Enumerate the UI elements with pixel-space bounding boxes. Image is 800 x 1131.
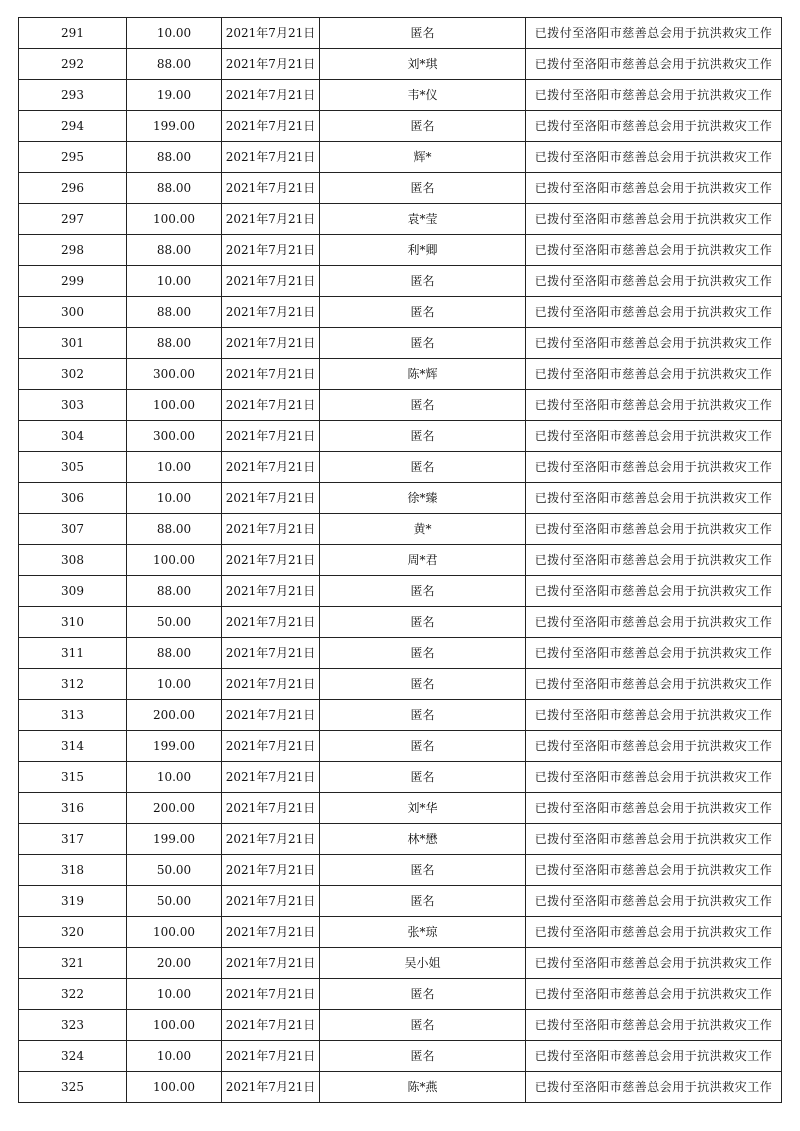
row-number: 321 <box>19 948 127 979</box>
allocation-note: 已拨付至洛阳市慈善总会用于抗洪救灾工作 <box>526 669 782 700</box>
table-row <box>19 359 782 390</box>
donation-amount: 199.00 <box>127 731 222 762</box>
donation-amount: 10.00 <box>127 669 222 700</box>
donation-date: 2021年7月21日 <box>222 390 320 421</box>
allocation-note: 已拨付至洛阳市慈善总会用于抗洪救灾工作 <box>526 80 782 111</box>
donation-amount: 200.00 <box>127 700 222 731</box>
donor-name: 黄* <box>320 514 526 545</box>
donor-name: 匿名 <box>320 421 526 452</box>
donation-date: 2021年7月21日 <box>222 607 320 638</box>
donation-date: 2021年7月21日 <box>222 483 320 514</box>
row-number: 300 <box>19 297 127 328</box>
row-number: 293 <box>19 80 127 111</box>
table-row <box>19 235 782 266</box>
donation-date: 2021年7月21日 <box>222 49 320 80</box>
row-number: 296 <box>19 173 127 204</box>
table-row <box>19 948 782 979</box>
allocation-note: 已拨付至洛阳市慈善总会用于抗洪救灾工作 <box>526 514 782 545</box>
allocation-note: 已拨付至洛阳市慈善总会用于抗洪救灾工作 <box>526 1041 782 1072</box>
donor-name: 袁*莹 <box>320 204 526 235</box>
donor-name: 匿名 <box>320 762 526 793</box>
donor-name: 徐*臻 <box>320 483 526 514</box>
table-row <box>19 545 782 576</box>
allocation-note: 已拨付至洛阳市慈善总会用于抗洪救灾工作 <box>526 855 782 886</box>
allocation-note: 已拨付至洛阳市慈善总会用于抗洪救灾工作 <box>526 452 782 483</box>
donation-date: 2021年7月21日 <box>222 824 320 855</box>
donor-name: 张*琼 <box>320 917 526 948</box>
row-number: 309 <box>19 576 127 607</box>
donation-amount: 50.00 <box>127 607 222 638</box>
donation-amount: 199.00 <box>127 824 222 855</box>
table-row <box>19 421 782 452</box>
allocation-note: 已拨付至洛阳市慈善总会用于抗洪救灾工作 <box>526 638 782 669</box>
donation-amount: 100.00 <box>127 1010 222 1041</box>
table-row <box>19 886 782 917</box>
donor-name: 匿名 <box>320 111 526 142</box>
allocation-note: 已拨付至洛阳市慈善总会用于抗洪救灾工作 <box>526 142 782 173</box>
donation-date: 2021年7月21日 <box>222 297 320 328</box>
table-row <box>19 638 782 669</box>
donation-table <box>18 17 782 1103</box>
donor-name: 刘*华 <box>320 793 526 824</box>
allocation-note: 已拨付至洛阳市慈善总会用于抗洪救灾工作 <box>526 948 782 979</box>
table-row <box>19 514 782 545</box>
row-number: 318 <box>19 855 127 886</box>
table-row <box>19 18 782 49</box>
donation-amount: 10.00 <box>127 18 222 49</box>
donation-date: 2021年7月21日 <box>222 948 320 979</box>
row-number: 307 <box>19 514 127 545</box>
row-number: 298 <box>19 235 127 266</box>
row-number: 291 <box>19 18 127 49</box>
donor-name: 匿名 <box>320 328 526 359</box>
donor-name: 匿名 <box>320 266 526 297</box>
donation-amount: 88.00 <box>127 142 222 173</box>
table-row <box>19 297 782 328</box>
allocation-note: 已拨付至洛阳市慈善总会用于抗洪救灾工作 <box>526 824 782 855</box>
allocation-note: 已拨付至洛阳市慈善总会用于抗洪救灾工作 <box>526 266 782 297</box>
donation-amount: 100.00 <box>127 390 222 421</box>
donation-date: 2021年7月21日 <box>222 1041 320 1072</box>
table-row <box>19 700 782 731</box>
donation-date: 2021年7月21日 <box>222 979 320 1010</box>
allocation-note: 已拨付至洛阳市慈善总会用于抗洪救灾工作 <box>526 576 782 607</box>
allocation-note: 已拨付至洛阳市慈善总会用于抗洪救灾工作 <box>526 979 782 1010</box>
allocation-note: 已拨付至洛阳市慈善总会用于抗洪救灾工作 <box>526 1072 782 1103</box>
donor-name: 辉* <box>320 142 526 173</box>
donation-date: 2021年7月21日 <box>222 452 320 483</box>
row-number: 306 <box>19 483 127 514</box>
donation-date: 2021年7月21日 <box>222 855 320 886</box>
table-row <box>19 1010 782 1041</box>
table-row <box>19 80 782 111</box>
donation-date: 2021年7月21日 <box>222 576 320 607</box>
donation-amount: 50.00 <box>127 855 222 886</box>
donation-ledger-page <box>18 17 781 1103</box>
donation-date: 2021年7月21日 <box>222 266 320 297</box>
table-row <box>19 49 782 80</box>
allocation-note: 已拨付至洛阳市慈善总会用于抗洪救灾工作 <box>526 421 782 452</box>
allocation-note: 已拨付至洛阳市慈善总会用于抗洪救灾工作 <box>526 49 782 80</box>
donation-date: 2021年7月21日 <box>222 359 320 390</box>
table-row <box>19 204 782 235</box>
allocation-note: 已拨付至洛阳市慈善总会用于抗洪救灾工作 <box>526 1010 782 1041</box>
donation-date: 2021年7月21日 <box>222 1072 320 1103</box>
table-row <box>19 452 782 483</box>
allocation-note: 已拨付至洛阳市慈善总会用于抗洪救灾工作 <box>526 700 782 731</box>
donor-name: 匿名 <box>320 638 526 669</box>
row-number: 324 <box>19 1041 127 1072</box>
row-number: 310 <box>19 607 127 638</box>
donor-name: 刘*琪 <box>320 49 526 80</box>
donor-name: 周*君 <box>320 545 526 576</box>
row-number: 312 <box>19 669 127 700</box>
row-number: 316 <box>19 793 127 824</box>
row-number: 295 <box>19 142 127 173</box>
donation-amount: 10.00 <box>127 452 222 483</box>
row-number: 297 <box>19 204 127 235</box>
donation-date: 2021年7月21日 <box>222 235 320 266</box>
table-row <box>19 111 782 142</box>
donor-name: 匿名 <box>320 576 526 607</box>
donor-name: 匿名 <box>320 731 526 762</box>
donation-date: 2021年7月21日 <box>222 18 320 49</box>
allocation-note: 已拨付至洛阳市慈善总会用于抗洪救灾工作 <box>526 235 782 266</box>
table-row <box>19 793 782 824</box>
donor-name: 陈*辉 <box>320 359 526 390</box>
donation-date: 2021年7月21日 <box>222 731 320 762</box>
donation-amount: 10.00 <box>127 979 222 1010</box>
table-row <box>19 1072 782 1103</box>
donation-amount: 88.00 <box>127 235 222 266</box>
donation-amount: 100.00 <box>127 545 222 576</box>
table-row <box>19 1041 782 1072</box>
donor-name: 匿名 <box>320 297 526 328</box>
table-row <box>19 483 782 514</box>
row-number: 304 <box>19 421 127 452</box>
donor-name: 韦*仪 <box>320 80 526 111</box>
donation-date: 2021年7月21日 <box>222 328 320 359</box>
donor-name: 匿名 <box>320 452 526 483</box>
donation-date: 2021年7月21日 <box>222 142 320 173</box>
donor-name: 匿名 <box>320 1010 526 1041</box>
donation-amount: 19.00 <box>127 80 222 111</box>
donor-name: 陈*燕 <box>320 1072 526 1103</box>
row-number: 322 <box>19 979 127 1010</box>
allocation-note: 已拨付至洛阳市慈善总会用于抗洪救灾工作 <box>526 173 782 204</box>
row-number: 315 <box>19 762 127 793</box>
donation-date: 2021年7月21日 <box>222 638 320 669</box>
row-number: 303 <box>19 390 127 421</box>
allocation-note: 已拨付至洛阳市慈善总会用于抗洪救灾工作 <box>526 607 782 638</box>
table-row <box>19 762 782 793</box>
donor-name: 匿名 <box>320 886 526 917</box>
table-row <box>19 917 782 948</box>
allocation-note: 已拨付至洛阳市慈善总会用于抗洪救灾工作 <box>526 390 782 421</box>
allocation-note: 已拨付至洛阳市慈善总会用于抗洪救灾工作 <box>526 18 782 49</box>
donation-amount: 100.00 <box>127 917 222 948</box>
donation-date: 2021年7月21日 <box>222 545 320 576</box>
table-row <box>19 824 782 855</box>
donor-name: 匿名 <box>320 979 526 1010</box>
table-row <box>19 173 782 204</box>
row-number: 308 <box>19 545 127 576</box>
donation-amount: 88.00 <box>127 576 222 607</box>
allocation-note: 已拨付至洛阳市慈善总会用于抗洪救灾工作 <box>526 204 782 235</box>
donation-date: 2021年7月21日 <box>222 793 320 824</box>
row-number: 325 <box>19 1072 127 1103</box>
donation-amount: 50.00 <box>127 886 222 917</box>
allocation-note: 已拨付至洛阳市慈善总会用于抗洪救灾工作 <box>526 762 782 793</box>
donation-amount: 300.00 <box>127 421 222 452</box>
allocation-note: 已拨付至洛阳市慈善总会用于抗洪救灾工作 <box>526 359 782 390</box>
donor-name: 匿名 <box>320 173 526 204</box>
donation-date: 2021年7月21日 <box>222 1010 320 1041</box>
table-row <box>19 142 782 173</box>
row-number: 305 <box>19 452 127 483</box>
table-row <box>19 669 782 700</box>
row-number: 294 <box>19 111 127 142</box>
donor-name: 匿名 <box>320 390 526 421</box>
row-number: 323 <box>19 1010 127 1041</box>
donation-date: 2021年7月21日 <box>222 80 320 111</box>
row-number: 302 <box>19 359 127 390</box>
donation-amount: 10.00 <box>127 483 222 514</box>
allocation-note: 已拨付至洛阳市慈善总会用于抗洪救灾工作 <box>526 111 782 142</box>
donation-amount: 88.00 <box>127 49 222 80</box>
row-number: 299 <box>19 266 127 297</box>
donation-amount: 88.00 <box>127 297 222 328</box>
row-number: 301 <box>19 328 127 359</box>
donation-amount: 300.00 <box>127 359 222 390</box>
table-row <box>19 328 782 359</box>
donation-amount: 10.00 <box>127 762 222 793</box>
allocation-note: 已拨付至洛阳市慈善总会用于抗洪救灾工作 <box>526 545 782 576</box>
donation-date: 2021年7月21日 <box>222 669 320 700</box>
donor-name: 匿名 <box>320 1041 526 1072</box>
donor-name: 匿名 <box>320 700 526 731</box>
allocation-note: 已拨付至洛阳市慈善总会用于抗洪救灾工作 <box>526 483 782 514</box>
allocation-note: 已拨付至洛阳市慈善总会用于抗洪救灾工作 <box>526 917 782 948</box>
donation-date: 2021年7月21日 <box>222 762 320 793</box>
row-number: 319 <box>19 886 127 917</box>
donation-amount: 100.00 <box>127 1072 222 1103</box>
donation-date: 2021年7月21日 <box>222 204 320 235</box>
donation-amount: 20.00 <box>127 948 222 979</box>
donation-amount: 200.00 <box>127 793 222 824</box>
allocation-note: 已拨付至洛阳市慈善总会用于抗洪救灾工作 <box>526 297 782 328</box>
donation-date: 2021年7月21日 <box>222 173 320 204</box>
table-row <box>19 576 782 607</box>
donor-name: 匿名 <box>320 18 526 49</box>
donation-date: 2021年7月21日 <box>222 700 320 731</box>
donation-date: 2021年7月21日 <box>222 917 320 948</box>
donor-name: 匿名 <box>320 855 526 886</box>
donation-date: 2021年7月21日 <box>222 514 320 545</box>
row-number: 311 <box>19 638 127 669</box>
donor-name: 匿名 <box>320 607 526 638</box>
donation-date: 2021年7月21日 <box>222 886 320 917</box>
donation-amount: 88.00 <box>127 638 222 669</box>
table-row <box>19 855 782 886</box>
donation-date: 2021年7月21日 <box>222 421 320 452</box>
row-number: 313 <box>19 700 127 731</box>
donor-name: 吴小姐 <box>320 948 526 979</box>
donation-amount: 88.00 <box>127 514 222 545</box>
donation-amount: 100.00 <box>127 204 222 235</box>
row-number: 292 <box>19 49 127 80</box>
donation-amount: 88.00 <box>127 173 222 204</box>
donation-amount: 199.00 <box>127 111 222 142</box>
row-number: 314 <box>19 731 127 762</box>
table-row <box>19 731 782 762</box>
donor-name: 匿名 <box>320 669 526 700</box>
allocation-note: 已拨付至洛阳市慈善总会用于抗洪救灾工作 <box>526 793 782 824</box>
allocation-note: 已拨付至洛阳市慈善总会用于抗洪救灾工作 <box>526 886 782 917</box>
table-row <box>19 979 782 1010</box>
donation-table-body <box>19 18 782 1103</box>
table-row <box>19 607 782 638</box>
allocation-note: 已拨付至洛阳市慈善总会用于抗洪救灾工作 <box>526 731 782 762</box>
donation-amount: 10.00 <box>127 1041 222 1072</box>
row-number: 320 <box>19 917 127 948</box>
allocation-note: 已拨付至洛阳市慈善总会用于抗洪救灾工作 <box>526 328 782 359</box>
donation-date: 2021年7月21日 <box>222 111 320 142</box>
table-row <box>19 266 782 297</box>
table-row <box>19 390 782 421</box>
row-number: 317 <box>19 824 127 855</box>
donation-amount: 10.00 <box>127 266 222 297</box>
donor-name: 林*懋 <box>320 824 526 855</box>
donation-amount: 88.00 <box>127 328 222 359</box>
donor-name: 利*卿 <box>320 235 526 266</box>
